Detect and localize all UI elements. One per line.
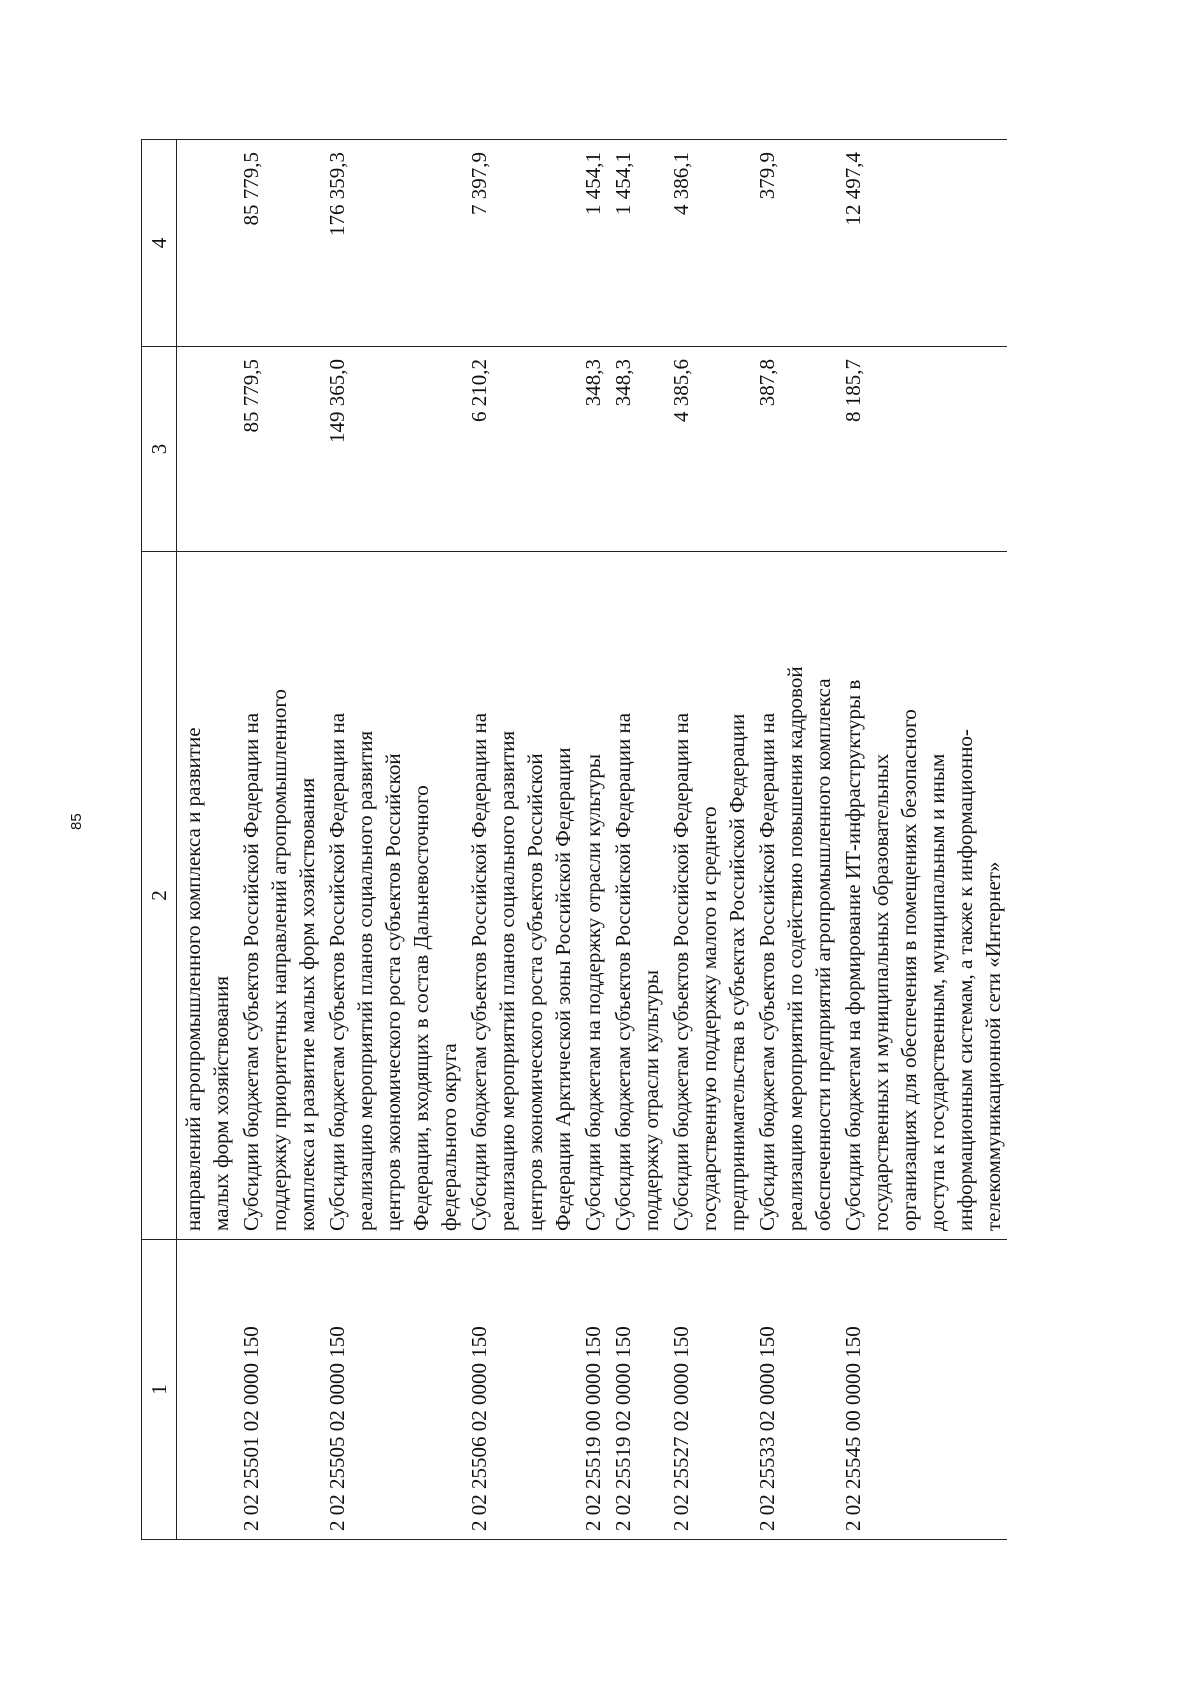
row-value-col4 <box>177 140 236 347</box>
row-value-col3: 85 779,5 <box>235 347 321 552</box>
desc-line: реализацию мероприятий планов социального развития <box>495 730 519 1231</box>
row-code: 2 02 25519 02 0000 150 <box>607 1240 665 1540</box>
row-value-col4: 1 454,1 <box>577 140 607 347</box>
table-row <box>321 140 463 1540</box>
desc-line: комплекса и развитие малых форм хозяйствования <box>295 777 319 1231</box>
desc-line: поддержку приоритетных направлений агропромышленного <box>267 689 291 1231</box>
row-description <box>751 552 837 1240</box>
desc-line: Субсидии бюджетам на формирование ИТ-инфраструктуры в <box>841 679 865 1231</box>
desc-line: Субсидии бюджетам субъектов Российской Федерации на <box>467 712 491 1231</box>
row-code: 2 02 25501 02 0000 150 <box>235 1240 321 1540</box>
row-code: 2 02 25545 00 0000 150 <box>837 1240 1007 1540</box>
row-value-col4: 379,9 <box>751 140 837 347</box>
row-value-col3: 348,3 <box>577 347 607 552</box>
row-value-col3: 387,8 <box>751 347 837 552</box>
row-description <box>607 552 665 1240</box>
row-value-col3: 348,3 <box>607 347 665 552</box>
desc-line: Субсидии бюджетам субъектов Российской Федерации на <box>239 712 263 1231</box>
desc-line: Субсидии бюджетам субъектов Российской Федерации на <box>669 712 693 1231</box>
table-row <box>665 140 751 1540</box>
row-code: 2 02 25505 02 0000 150 <box>321 1240 463 1540</box>
desc-line: центров экономического роста субъектов Российской <box>381 753 405 1231</box>
desc-line: Федерации Арктической зоны Российской Федерации <box>551 747 575 1231</box>
desc-line: поддержку отрасли культуры <box>639 969 663 1231</box>
row-code <box>177 1240 236 1540</box>
row-code: 2 02 25527 02 0000 150 <box>665 1240 751 1540</box>
row-description <box>235 552 321 1240</box>
desc-line: реализацию мероприятий планов социального развития <box>353 730 377 1231</box>
desc-line: федерального округа <box>437 1043 461 1231</box>
desc-line: обеспеченности предприятий агропромышленного комплекса <box>811 678 835 1231</box>
row-value-col3: 4 385,6 <box>665 347 751 552</box>
desc-line: Субсидии бюджетам субъектов Российской Федерации на <box>325 712 349 1231</box>
desc-line: государственную поддержку малого и среднего <box>697 806 721 1231</box>
row-value-col4: 176 359,3 <box>321 140 463 347</box>
desc-line: реализацию мероприятий по содействию повышения кадровой <box>783 666 807 1231</box>
desc-line: Субсидии бюджетам субъектов Российской Федерации на <box>755 712 779 1231</box>
row-code: 2 02 25533 02 0000 150 <box>751 1240 837 1540</box>
table-row <box>177 140 236 1540</box>
table-row <box>463 140 577 1540</box>
row-value-col4: 1 454,1 <box>607 140 665 347</box>
row-value-col4: 4 386,1 <box>665 140 751 347</box>
table-header-row <box>142 140 177 1540</box>
table-row <box>751 140 837 1540</box>
column-header-2: 2 <box>142 552 177 1240</box>
desc-line: центров экономического роста субъектов Российской <box>523 753 547 1231</box>
desc-line: направлений агропромышленного комплекса и развитие <box>181 727 205 1231</box>
table-row <box>607 140 665 1540</box>
desc-line: организациях для обеспечения в помещениях безопасного <box>897 709 921 1231</box>
desc-line: Субсидии бюджетам субъектов Российской Федерации на <box>611 712 635 1231</box>
budget-table <box>141 139 1007 1540</box>
row-description <box>177 552 236 1240</box>
row-value-col3 <box>177 347 236 552</box>
row-value-col4: 12 497,4 <box>837 140 1007 347</box>
desc-line: предпринимательства в субъектах Российской Федерации <box>725 713 749 1231</box>
desc-line: малых форм хозяйствования <box>209 975 233 1231</box>
desc-line: телекоммуникационной сети «Интернет» <box>981 861 1005 1231</box>
desc-line: доступа к государственным, муниципальным и иным <box>925 753 949 1231</box>
desc-line: государственных и муниципальных образовательных <box>869 753 893 1231</box>
row-description <box>321 552 463 1240</box>
desc-line: информационным системам, а также к информационно- <box>953 729 977 1231</box>
row-description <box>837 552 1007 1240</box>
table-row <box>235 140 321 1540</box>
row-value-col4: 85 779,5 <box>235 140 321 347</box>
row-code: 2 02 25519 00 0000 150 <box>577 1240 607 1540</box>
budget-table-rotated <box>141 140 1181 1540</box>
table-row <box>577 140 607 1540</box>
row-description <box>665 552 751 1240</box>
column-header-3: 3 <box>142 347 177 552</box>
row-value-col4: 7 397,9 <box>463 140 577 347</box>
row-value-col3: 6 210,2 <box>463 347 577 552</box>
column-header-4: 4 <box>142 140 177 347</box>
row-value-col3: 8 185,7 <box>837 347 1007 552</box>
table-row <box>837 140 1007 1540</box>
desc-line: Субсидии бюджетам на поддержку отрасли культуры <box>581 753 605 1231</box>
row-description <box>463 552 577 1240</box>
row-code: 2 02 25506 02 0000 150 <box>463 1240 577 1540</box>
row-description <box>577 552 607 1240</box>
row-value-col3: 149 365,0 <box>321 347 463 552</box>
desc-line: Федерации, входящих в состав Дальневосточного <box>409 785 433 1231</box>
page-number: 85 <box>68 813 85 830</box>
column-header-1: 1 <box>142 1240 177 1540</box>
